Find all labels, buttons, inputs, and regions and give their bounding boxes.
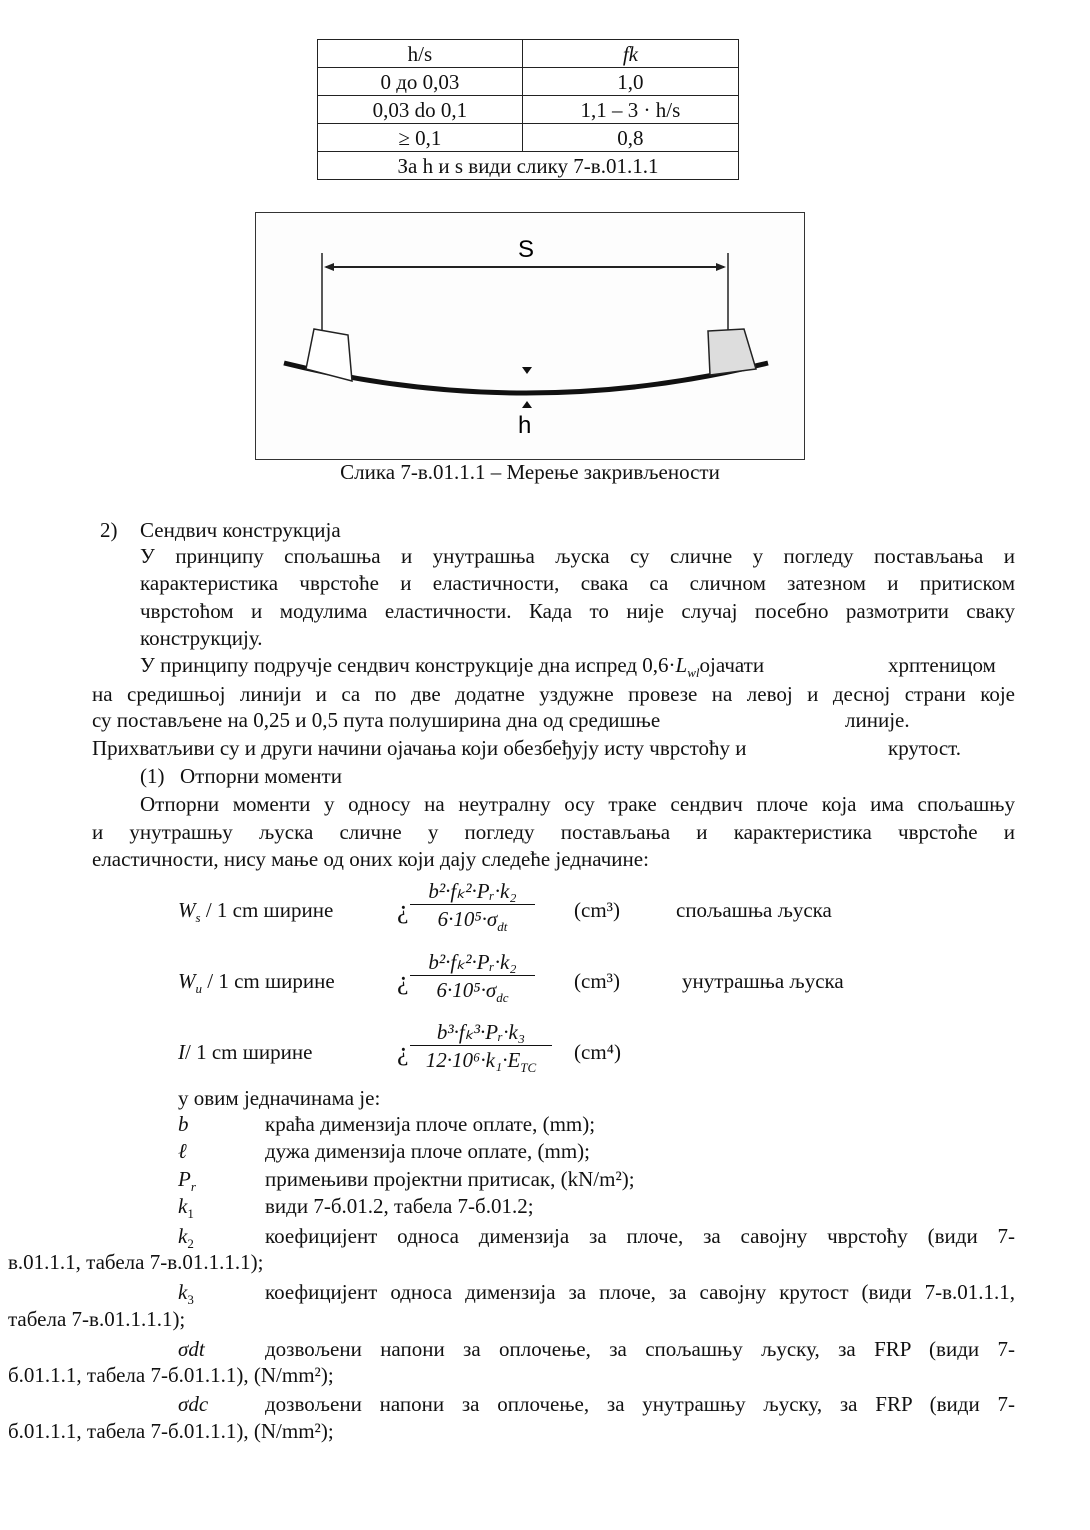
paragraph-line: карактеристика чврстоће и еластичности, свака са сличном затезном и притиском: [140, 571, 1015, 595]
definition-continuation: б.01.1.1, табела 7-б.01.1.1), (N/mm²);: [8, 1419, 334, 1443]
definition-symbol: σdc: [178, 1392, 209, 1416]
numerator: b²·fₖ²·Pᵣ·k₂: [410, 878, 535, 905]
table-footer: За h и s види слику 7-в.01.1.1: [318, 152, 739, 180]
lwl-subscript: wl: [687, 665, 700, 681]
label-s: S: [518, 236, 535, 263]
den-sub: dc: [496, 990, 509, 1006]
table-cell: 1,1 – 3 · h/s: [522, 96, 738, 124]
denominator: 6·10⁵·σ: [437, 907, 498, 931]
paragraph-line: су постављене на 0,25 и 0,5 пута полуширина дна од средишње: [92, 708, 661, 732]
label: / 1 cm ширине: [185, 1040, 313, 1064]
section-title: Сендвич конструкција: [140, 518, 341, 542]
paragraph-line: У принципу спољашња и унутрашња љуска су сличне у погледу постављања и: [140, 544, 1015, 568]
definition-continuation: б.01.1.1, табела 7-б.01.1.1), (N/mm²);: [8, 1363, 334, 1387]
paragraph-line: хрптеницом: [888, 653, 996, 677]
unit: (cm⁴): [574, 1040, 621, 1064]
lwl-symbol: L: [675, 653, 688, 677]
label: / 1 cm ширине: [202, 969, 335, 993]
paragraph-line: Прихватљиви су и други начини ојачања који обезбеђују исту чврстоћу и: [92, 736, 747, 760]
figure-caption: Слика 7-в.01.1.1 – Мерење закривљености: [340, 460, 720, 484]
paragraph-line: чврстоћом и модулима еластичности. Када то није случај посебно размотрити сваку: [140, 599, 1015, 623]
table-row: [318, 124, 739, 152]
var: I: [178, 1040, 185, 1064]
table-header-cell: h/s: [318, 40, 523, 68]
paragraph-line: на средишњој линији и са по две додатне уздужне провезе на левој и десној страни које: [92, 682, 1015, 706]
paragraph-line: конструкцију.: [140, 626, 263, 650]
table-cell: 0,03 do 0,1: [318, 96, 523, 124]
table-footer-row: [318, 152, 739, 180]
table-row: [318, 96, 739, 124]
label: / 1 cm ширине: [200, 898, 334, 922]
var: W: [178, 969, 196, 993]
definition-text: примењиви пројектни притисак, (kN/m²);: [265, 1167, 635, 1191]
paragraph-line: Отпорни моменти у односу на неутралну осу траке сендвич плоче која има спољашњу: [140, 792, 1015, 816]
definition-symbol: ℓ: [178, 1139, 187, 1163]
denominator: 12·10⁶·k₁·E: [425, 1048, 521, 1072]
definition-symbol: $P_r$: [178, 1167, 196, 1195]
numerator: b³·fₖ³·Pᵣ·k₃: [410, 1019, 552, 1046]
definition-symbol: b: [178, 1112, 189, 1136]
unit: (cm³): [574, 898, 620, 922]
table-cell: ≥ 0,1: [318, 124, 523, 152]
note: унутрашња љуска: [682, 969, 844, 993]
unit: (cm³): [574, 969, 620, 993]
definition-text: види 7-б.01.2, табела 7-б.01.2;: [265, 1194, 534, 1218]
paragraph-line: и унутрашњу љуска сличне у погледу постављања и карактеристика чврстоће и: [92, 820, 1015, 844]
subsection-title: Отпорни моменти: [180, 764, 342, 788]
table-row: [318, 68, 739, 96]
var-sub: s: [195, 910, 201, 926]
fk-table: [317, 39, 739, 180]
text: У принципу подручје сендвич конструкције дна испред 0,6·: [140, 653, 676, 677]
prefix: ¿: [397, 1037, 409, 1066]
table-cell: 0 до 0,03: [318, 68, 523, 96]
curvature-figure: [255, 212, 805, 460]
table-cell: 1,0: [522, 68, 738, 96]
definition-text: коефицијент односа димензија за плоче, за савојну чврстоћу (види 7-: [265, 1224, 1015, 1248]
paragraph-line: крутост.: [888, 736, 962, 760]
numerator: b²·fₖ²·Pᵣ·k₂: [410, 949, 535, 976]
var: W: [178, 898, 196, 922]
section-number: 2): [100, 518, 118, 542]
den-sub: dt: [497, 919, 508, 935]
prefix: ¿: [397, 966, 409, 995]
definition-continuation: в.01.1.1, табела 7-в.01.1.1.1);: [8, 1250, 264, 1274]
definition-symbol: σdt: [178, 1337, 205, 1361]
denominator: 6·10⁵·σ: [436, 978, 497, 1002]
definition-text: краћа димензија плоче оплате, (mm);: [265, 1112, 596, 1136]
definition-text: дозвољени напони за оплочење, за спољашњу љуску, за FRP (види 7-: [265, 1337, 1015, 1361]
definition-text: дужа димензија плоче оплате, (mm);: [265, 1139, 590, 1163]
table-header-cell: [522, 40, 738, 68]
definitions-intro: у овим једначинама је:: [178, 1086, 381, 1110]
paragraph-line: еластичности, нису мање од оних који дају следеће једначине:: [92, 847, 649, 871]
var-sub: u: [195, 981, 202, 997]
definition-continuation: табела 7-в.01.1.1.1);: [8, 1307, 186, 1331]
curvature-diagram: [256, 213, 804, 459]
definition-text: коефицијент односа димензија за плоче, за савојну крутост (види 7-в.01.1.1,: [265, 1280, 1015, 1304]
prefix: ¿: [397, 895, 409, 924]
fk-symbol: fk: [622, 41, 638, 66]
text: ојачати: [699, 653, 765, 677]
table-header-row: [318, 40, 739, 68]
definition-symbol: $k_1$: [178, 1194, 194, 1222]
note: спољашња љуска: [676, 898, 832, 922]
subsection-number: (1): [140, 764, 165, 788]
definition-symbol: $k_3$: [178, 1280, 194, 1308]
den-sub: TC: [520, 1060, 537, 1076]
definition-text: дозвољени напони за оплочење, за унутрашњу љуску, за FRP (види 7-: [265, 1392, 1015, 1416]
definition-symbol: $k_2$: [178, 1224, 194, 1252]
table-cell: 0,8: [522, 124, 738, 152]
paragraph-line: линије.: [845, 708, 910, 732]
label-h: h: [518, 412, 532, 439]
